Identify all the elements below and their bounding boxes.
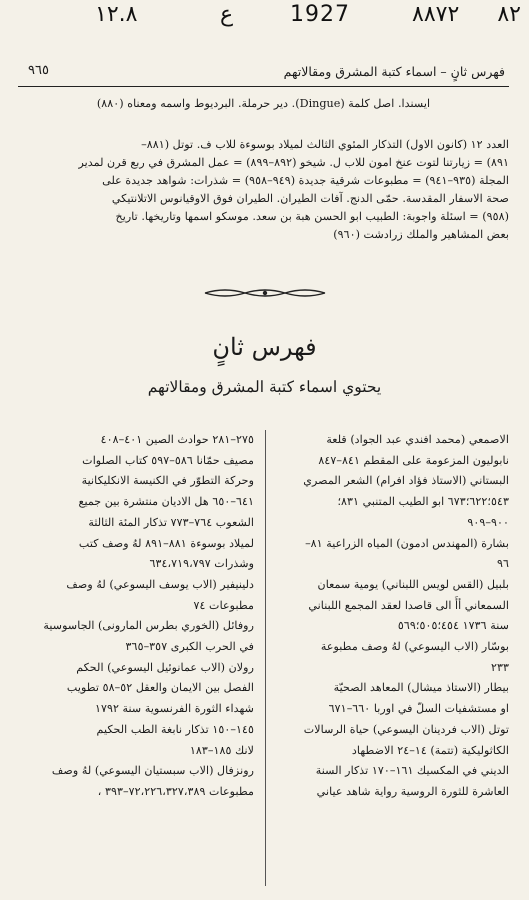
- ornament-divider: [200, 285, 330, 301]
- index-line: روفائل (الخوري بطرس المارونى) الجاسوسية: [43, 619, 254, 633]
- index-line: ٢٧٥–٢٨١ حوادث الصين ٤٠١–٤٠٨: [100, 433, 254, 446]
- index-line: شهداء الثورة الفرنسوية سنة ١٧٩٢: [94, 702, 254, 716]
- handwritten-note: ٨٢: [497, 2, 521, 27]
- index-line: توتل (الاب فردينان اليسوعي) حياة الرسالات: [303, 722, 509, 736]
- index-line: في الحرب الكبرى ٣٥٧–٣٦٥: [125, 640, 254, 654]
- text-line: العدد ١٢ (كانون الاول) التذكار المئوي الثالث لميلاد بوسوءة للاب ف. توتل (٨٨١–: [141, 138, 509, 151]
- text-line: المجلة (٩٣٥–٩٤١) = مطبوعات شرقية جديدة (٩٤٩–٩٥٨) = شذرات: شواهد جديدة على: [102, 174, 509, 187]
- running-header: [28, 62, 505, 82]
- handwritten-note: ع: [220, 2, 234, 27]
- index-line: لانك ١٨٥–١٨٣: [189, 743, 254, 757]
- index-line: الكاثوليكية (تتمة) ١٤–٢٤ الاضطهاد: [351, 743, 509, 757]
- page-number: ٩٦٥: [28, 63, 49, 78]
- index-line: دلينيفير (الاب يوسف اليسوعي) لهُ وصف: [66, 577, 254, 591]
- index-line: ٢٣٣: [490, 660, 509, 674]
- index-line: مطبوعات ٧٤: [193, 598, 254, 612]
- index-line: السمعاني أأَ الى قاصدا لعقد المجمع اللبناني: [308, 598, 509, 612]
- index-line: او مستشفيات السلّ في اوربا ٦٦٠–٦٧١: [328, 702, 509, 716]
- index-line: بشارة (المهندس ادمون) المياه الزراعية ٨١–: [305, 536, 509, 550]
- index-line: العاشرة للثورة الروسية رواية شاهد عياني: [316, 784, 509, 798]
- index-line: نابوليون المزعومة على المقطم ٨٤١–٨٤٧: [318, 453, 509, 467]
- index-line: سنة ١٧٣٦ ٤٥٤؛٥٠٥؛٥٦٩: [397, 619, 509, 633]
- text-line: ٨٩١) = زيارتنا لتوت عنخ امون للاب ل. شيخو (٨٩٢–٨٩٩) = عمل المشرق في ربع قرن لمدير: [78, 156, 509, 169]
- index-line: الشعوب ٧٦٤–٧٧٣ تذكار المئة الثالثة: [88, 515, 254, 529]
- index-line: رونزفال (الاب سبستيان اليسوعي) لهُ وصف: [51, 764, 254, 778]
- index-line: لميلاد بوسوءة ٨٨١–٨٩١ لهُ وصف كتب: [78, 536, 254, 550]
- index-column-right: [269, 430, 509, 803]
- index-line: ١٤٥–١٥٠ تذكار نابغة الطب الحكيم: [96, 722, 254, 736]
- index-line: بوسّار (الاب اليسوعي) لهُ وصف مطبوعة: [320, 640, 509, 654]
- running-header-title: فهرس ثانٍ – اسماء كتبة المشرق ومقالاتهم: [283, 64, 505, 79]
- index-line: الديني في المكسيك ١٦١–١٧٠ تذكار السنة: [315, 764, 509, 778]
- index-line: رولان (الاب عمانوئيل اليسوعي) الحكم: [76, 660, 254, 674]
- header-rule: [18, 86, 509, 87]
- index-line: الفصل بين الايمان والعقل ٥٢–٥٨ تطويب: [66, 681, 254, 695]
- column-divider: [265, 430, 266, 886]
- index-line: ٥٤٣؛٦٢٢؛٦٧٣ ابو الطيب المتنبي ٨٣١؛: [337, 495, 509, 509]
- text-line: بعض المشاهير والملك زرادشت (٩٦٠): [333, 228, 509, 241]
- section-title: فهرس ثانٍ: [212, 333, 317, 361]
- index-line: وحركة التطوّر في الكنيسة الانكليكانية: [81, 474, 254, 488]
- index-line: بيطار (الاستاذ ميشال) المعاهد الصحيّة: [333, 681, 509, 695]
- text-line: (٩٥٨) = اسئلة واجوبة: الطبيب ابو الحسن هبة بن سعد. موسكو اسمها وتاريخها. تاريخ: [115, 210, 509, 223]
- index-line: البستاني (الاستاذ فؤاد افرام) الشعر المصري: [303, 474, 509, 488]
- handwritten-note: 1927: [290, 2, 350, 27]
- index-line: مطبوعات ٧٢،٢٢٦،٣٢٧،٣٨٩–٣٩٣ ،: [97, 784, 254, 798]
- index-line: الاصمعي (محمد افندي عبد الجواد) قلعة: [326, 433, 509, 446]
- index-line: ٩٦: [496, 557, 509, 571]
- index-line: مصيف حمّانا ٥٨٦–٥٩٧ كتاب الصلوات: [82, 453, 254, 467]
- index-line: وشذرات ٦٣٤،٧١٩،٧٩٧: [149, 557, 254, 571]
- index-column-left: [18, 430, 254, 803]
- handwritten-note: ٨٨٧٢: [412, 2, 460, 27]
- index-line: ٦٤١–٦٥٠ هل الاديان منتشرة بين جميع: [78, 495, 254, 509]
- index-line: ٩٠٠–٩٠٩: [467, 515, 509, 529]
- text-line: ايسندا. اصل كلمة (Dingue). دير حرملة. البرديوط واسمه ومعناه (٨٨٠): [96, 97, 431, 110]
- index-line: بلبيل (القس لويس اللبناني) يومية سمعان: [317, 577, 509, 591]
- section-subtitle: يحتوي اسماء كتبة المشرق ومقالاتهم: [147, 378, 382, 396]
- text-line: صحة الاسفار المقدسة. حمّى الدنج. آفات الطيران. الطيران فوق الاوقيانوس الاتلانتيكي: [111, 192, 509, 205]
- handwritten-note: ١٢.٨: [95, 2, 138, 27]
